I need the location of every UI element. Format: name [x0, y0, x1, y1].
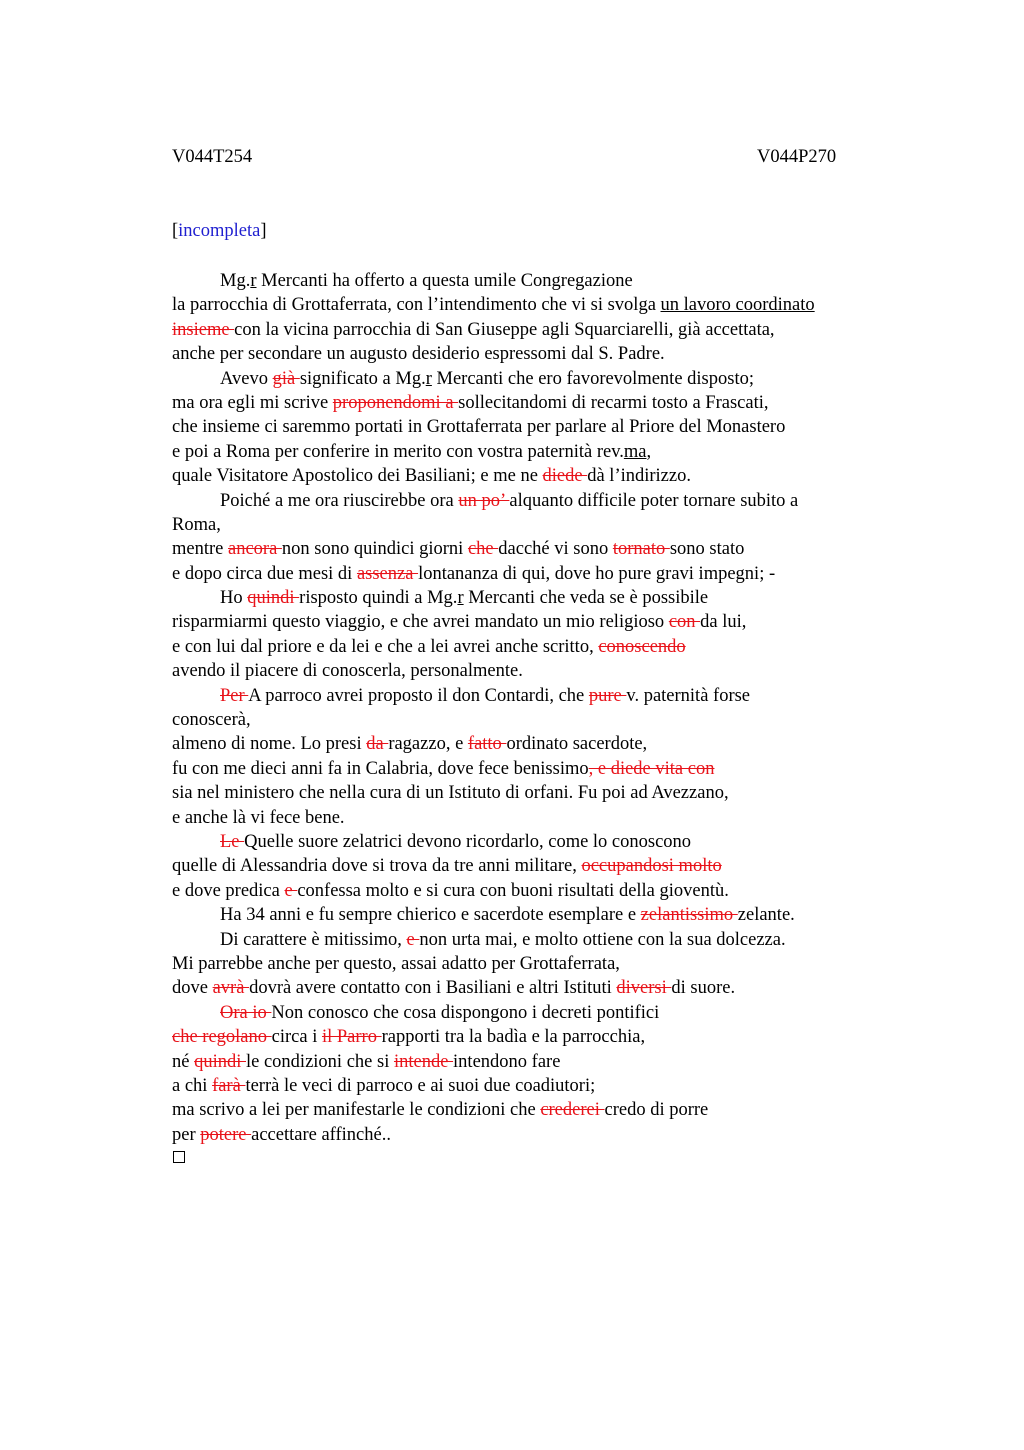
deleted-text: conoscendo — [598, 636, 686, 657]
underlined-text: un lavoro coordinato — [660, 295, 815, 316]
line-text: Avevo — [220, 368, 273, 389]
underlined-text: r — [425, 368, 432, 389]
line-text: avendo il piacere di conoscerla, personalmente. — [172, 661, 523, 682]
text-line — [172, 464, 912, 488]
document-code-right: V044P270 — [757, 147, 837, 167]
line-text: e dopo circa due mesi di — [172, 563, 357, 584]
underlined-text: ma — [623, 441, 647, 462]
line-text: terrà le veci di parroco e ai suoi due coadiutori; — [245, 1075, 596, 1096]
deleted-text: Ora io — [220, 1002, 272, 1023]
line-text: quale Visitatore Apostolico dei Basiliani; e me ne — [172, 466, 543, 487]
line-text: non sono quindici giorni — [281, 539, 468, 560]
text-line — [172, 684, 912, 708]
line-text: risposto quindi a Mg. — [299, 588, 458, 609]
deleted-text: e — [406, 929, 420, 950]
line-text: Mercanti che ero favorevolmente disposto; — [431, 368, 754, 389]
line-text: Mercanti che veda se è possibile — [463, 588, 709, 609]
line-text: a chi — [172, 1075, 213, 1096]
line-text: Quelle suore zelatrici devono ricordarlo, come lo conoscono — [244, 831, 692, 852]
line-text: dovrà avere contatto con i Basiliani e altri Istituti — [249, 978, 617, 999]
text-line — [172, 610, 912, 634]
line-text: Mg. — [220, 271, 251, 291]
deleted-text: avrà — [212, 978, 250, 999]
text-line — [172, 830, 912, 854]
text-line — [172, 879, 912, 903]
text-line — [172, 562, 912, 586]
line-text: anche per secondare un augusto desiderio espressomi dal S. Padre. — [172, 344, 665, 365]
line-text: mentre — [172, 539, 228, 560]
text-line — [172, 952, 912, 976]
text-line — [172, 513, 912, 537]
text-line — [172, 757, 912, 781]
line-text: lontananza di qui, dove ho pure gravi impegni; - — [418, 563, 776, 584]
deleted-text: tornato — [612, 539, 670, 560]
text-line — [172, 976, 912, 1000]
deleted-text: , e diede vita con — [588, 758, 715, 779]
text-line — [172, 440, 912, 464]
letter-body — [172, 269, 912, 1147]
deleted-text: quindi — [247, 588, 300, 609]
text-line — [172, 318, 912, 342]
text-line — [172, 489, 912, 513]
line-text: sono stato — [669, 539, 745, 560]
line-text: Poiché a me ora riuscirebbe ora — [220, 490, 459, 511]
line-text: Mi parrebbe anche per questo, assai adatto per Grottaferrata, — [172, 953, 620, 974]
line-text: risparmiarmi questo viaggio, e che avrei mandato un mio religioso — [172, 612, 669, 633]
deleted-text: potere — [200, 1124, 252, 1145]
line-text: e dove predica — [172, 880, 285, 901]
line-text: Roma, — [172, 514, 221, 535]
status-note — [172, 221, 267, 242]
deleted-text: che regolano — [172, 1027, 272, 1048]
line-text: quelle di Alessandria dove si trova da tre anni militare, — [172, 856, 582, 877]
line-text: e poi a Roma per conferire in merito con vostra paternità rev. — [172, 441, 624, 462]
text-line — [172, 854, 912, 878]
deleted-text: occupandosi molto — [581, 856, 722, 877]
underlined-text: r — [250, 271, 257, 291]
deleted-text: il Parro — [321, 1027, 382, 1048]
text-line — [172, 367, 912, 391]
text-line — [172, 806, 912, 830]
deleted-text: assenza — [356, 563, 419, 584]
text-line — [172, 1074, 912, 1098]
line-text: dove — [172, 978, 213, 999]
text-line — [172, 537, 912, 561]
status-bracket-close: ] — [260, 221, 267, 241]
deleted-text: insieme — [172, 319, 235, 340]
deleted-text: intende — [393, 1051, 454, 1072]
text-line — [172, 342, 912, 366]
line-text: non urta mai, e molto ottiene con la sua dolcezza. — [419, 929, 786, 950]
line-text: Mercanti ha offerto a questa umile Congregazione — [256, 271, 633, 291]
text-line — [172, 659, 912, 683]
line-text: né — [172, 1051, 195, 1072]
line-text: , — [646, 441, 652, 462]
line-text: che insieme ci saremmo portati in Grottaferrata per parlare al Priore del Monastero — [172, 417, 786, 438]
line-text: sia nel ministero che nella cura di un Istituto di orfani. Fu poi ad Avezzano, — [172, 783, 729, 804]
deleted-text: fatto — [467, 734, 507, 755]
line-text: ma ora egli mi scrive — [172, 392, 333, 413]
text-line — [172, 732, 912, 756]
line-text: rapporti tra la badìa e la parrocchia, — [381, 1027, 646, 1048]
line-text: con la vicina parrocchia di San Giuseppe agli Squarciarelli, già accettata, — [234, 319, 775, 340]
line-text: significato a Mg. — [299, 368, 426, 389]
line-text: v. paternità forse — [626, 685, 751, 706]
line-text: ordinato sacerdote, — [506, 734, 648, 755]
text-line — [172, 708, 912, 732]
line-text: fu con me dieci anni fa in Calabria, dove fece benissimo — [172, 758, 589, 779]
line-text: ma scrivo a lei per manifestarle le condizioni che — [172, 1100, 541, 1121]
line-text: alquanto difficile poter tornare subito a — [509, 490, 799, 511]
line-text: Non conosco che cosa dispongono i decreti pontifici — [271, 1002, 660, 1023]
deleted-text: già — [272, 368, 300, 389]
line-text: credo di porre — [604, 1100, 709, 1121]
deleted-text: proponendomi a — [332, 392, 459, 413]
line-text: intendono fare — [453, 1051, 561, 1072]
end-box-icon — [173, 1151, 185, 1163]
deleted-text: diversi — [616, 978, 672, 999]
text-line — [172, 1098, 912, 1122]
line-text: almeno di nome. Lo presi — [172, 734, 367, 755]
text-line — [172, 415, 912, 439]
text-line — [172, 781, 912, 805]
line-text: Di carattere è mitissimo, — [220, 929, 407, 950]
document-code-left: V044T254 — [172, 147, 253, 167]
deleted-text: da — [366, 734, 389, 755]
deleted-text: e — [284, 880, 298, 901]
line-text: circa i — [271, 1027, 322, 1048]
text-line — [172, 1001, 912, 1025]
deleted-text: pure — [588, 685, 627, 706]
deleted-text: un po’ — [458, 490, 510, 511]
line-text: conoscerà, — [172, 710, 251, 731]
line-text: A parroco avrei proposto il don Contardi, che — [248, 685, 589, 706]
deleted-text: zelantissimo — [640, 905, 738, 926]
line-text: Ho — [220, 588, 248, 609]
deleted-text: con — [668, 612, 701, 633]
line-text: confessa molto e si cura con buoni risultati della gioventù. — [297, 880, 729, 901]
line-text: e anche là vi fece bene. — [172, 807, 345, 828]
text-line — [172, 586, 912, 610]
text-line — [172, 293, 912, 317]
line-text: la parrocchia di Grottaferrata, con l’intendimento che vi si svolga — [172, 295, 661, 316]
line-text: per — [172, 1124, 201, 1145]
line-text: Ha 34 anni e fu sempre chierico e sacerdote esemplare e — [220, 905, 641, 926]
deleted-text: diede — [542, 466, 588, 487]
line-text: di suore. — [671, 978, 736, 999]
text-line — [172, 1050, 912, 1074]
line-text: e con lui dal priore e da lei e che a lei avrei anche scritto, — [172, 636, 599, 657]
text-line — [172, 1123, 912, 1147]
deleted-text: che — [467, 539, 499, 560]
line-text: dacché vi sono — [498, 539, 613, 560]
line-text: dà l’indirizzo. — [587, 466, 691, 487]
text-line — [172, 1025, 912, 1049]
line-text: sollecitandomi di recarmi tosto a Frascati, — [458, 392, 769, 413]
deleted-text: Per — [220, 685, 249, 706]
deleted-text: Le — [220, 831, 245, 852]
line-text: zelante. — [737, 905, 795, 926]
line-text: accettare affinché.. — [251, 1124, 391, 1145]
text-line — [172, 635, 912, 659]
deleted-text: quindi — [194, 1051, 246, 1072]
line-text: da lui, — [700, 612, 747, 633]
underlined-text: r — [457, 588, 464, 609]
line-text: ragazzo, e — [388, 734, 468, 755]
text-line — [172, 928, 912, 952]
deleted-text: ancora — [228, 539, 282, 560]
status-bracket-open: [ — [172, 221, 179, 241]
text-line — [172, 269, 912, 293]
deleted-text: farà — [212, 1075, 246, 1096]
text-line — [172, 903, 912, 927]
status-label: incompleta — [178, 221, 261, 241]
deleted-text: crederei — [540, 1100, 605, 1121]
line-text: le condizioni che si — [246, 1051, 394, 1072]
text-line — [172, 391, 912, 415]
